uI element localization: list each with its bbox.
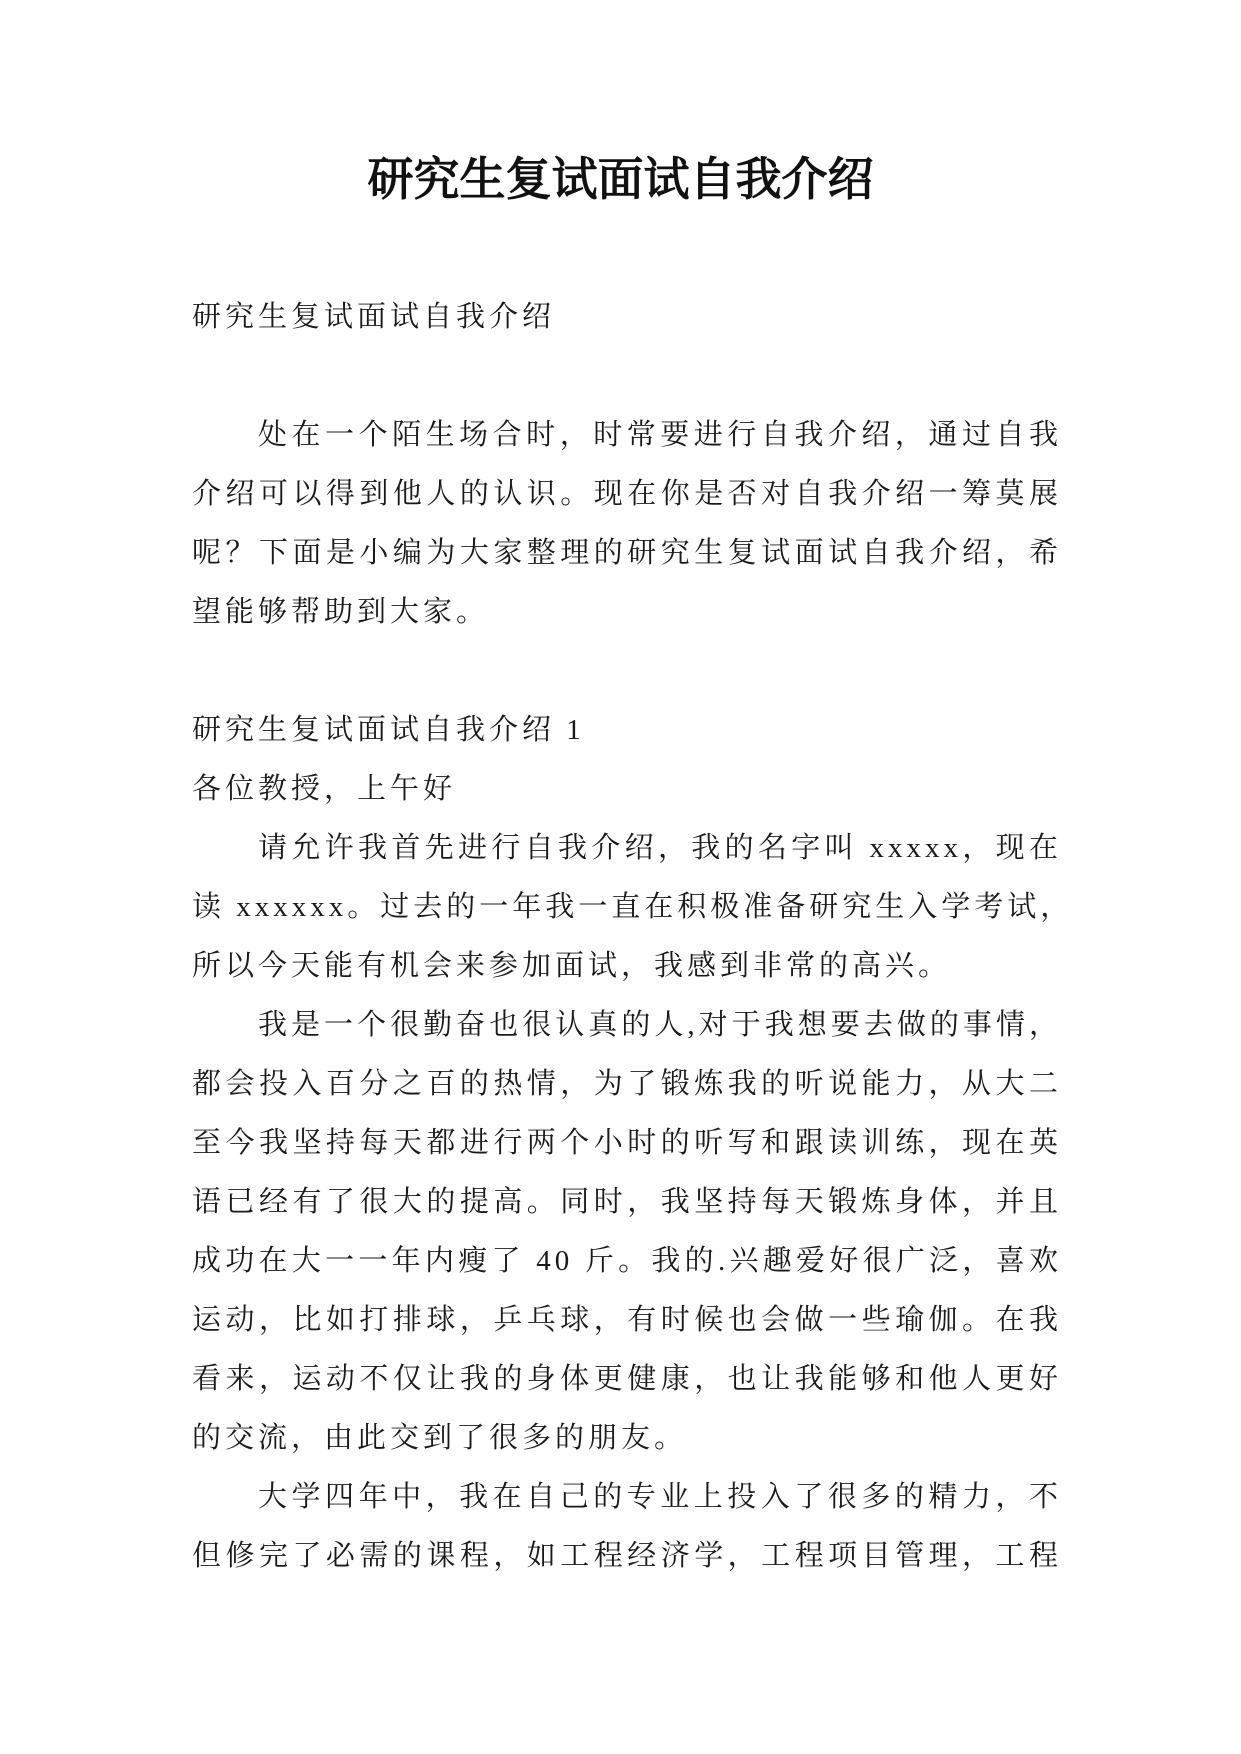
paragraph-line: 读 xxxxxx。过去的一年我一直在积极准备研究生入学考试，	[192, 891, 1074, 923]
paragraph-line: 处在一个陌生场合时，时常要进行自我介绍，通过自我	[258, 419, 1062, 451]
document-title: 研究生复试面试自我介绍	[367, 154, 874, 205]
paragraph-line: 望能够帮助到大家。	[192, 596, 490, 628]
body-paragraph	[192, 1468, 1062, 1586]
paragraph-line: 请允许我首先进行自我介绍，我的名字叫 xxxxx，现在	[258, 832, 1062, 864]
section-heading: 研究生复试面试自我介绍 1	[192, 714, 585, 746]
paragraph-line: 大学四年中，我在自己的专业上投入了很多的精力，不	[258, 1481, 1062, 1513]
body-paragraph	[192, 819, 1074, 996]
paragraph-line: 语已经有了很大的提高。同时，我坚持每天锻炼身体，并且	[192, 1186, 1062, 1218]
greeting-line: 各位教授，上午好	[192, 773, 457, 805]
paragraph-line: 看来，运动不仅让我的身体更健康，也让我能够和他人更好	[192, 1363, 1062, 1395]
blank-line	[192, 347, 1062, 406]
paragraph-line: 我是一个很勤奋也很认真的人,对于我想要去做的事情，	[258, 1009, 1062, 1041]
intro-paragraph	[192, 406, 1062, 642]
paragraph-line: 至今我坚持每天都进行两个小时的听写和跟读训练，现在英	[192, 1127, 1062, 1159]
blank-line	[192, 642, 1062, 701]
document-body	[192, 288, 1074, 1586]
paragraph-line: 的交流，由此交到了很多的朋友。	[192, 1422, 688, 1454]
paragraph-line: 但修完了必需的课程，如工程经济学，工程项目管理，工程	[192, 1540, 1062, 1572]
body-paragraph	[192, 996, 1062, 1468]
document-subtitle: 研究生复试面试自我介绍	[192, 301, 556, 333]
paragraph-line: 介绍可以得到他人的认识。现在你是否对自我介绍一筹莫展	[192, 478, 1062, 510]
paragraph-line: 运动，比如打排球，乒乓球，有时候也会做一些瑜伽。在我	[192, 1304, 1062, 1336]
paragraph-line: 都会投入百分之百的热情，为了锻炼我的听说能力，从大二	[192, 1068, 1062, 1100]
paragraph-line: 成功在大一一年内瘦了 40 斤。我的.兴趣爱好很广泛，喜欢	[192, 1245, 1062, 1277]
paragraph-line: 呢？下面是小编为大家整理的研究生复试面试自我介绍，希	[192, 537, 1062, 569]
paragraph-line: 所以今天能有机会来参加面试，我感到非常的高兴。	[192, 950, 952, 982]
